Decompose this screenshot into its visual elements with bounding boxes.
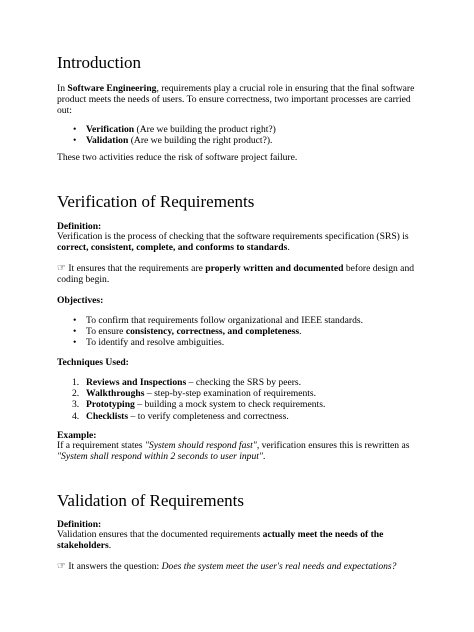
bullet-icon: •	[73, 326, 77, 338]
list-item: 2. Walkthroughs – step-by-step examination of requirements.	[72, 388, 317, 400]
validation-definition: Validation ensures that the documented requirements actually meet the needs of the stakeholders.	[57, 529, 384, 552]
pointing-hand-icon: ☞	[57, 561, 66, 572]
intro-paragraph: In Software Engineering, requirements play a crucial role in ensuring that the final software product meets the needs of users. To ensure correctness, two important processes are carried out:	[57, 83, 415, 117]
objectives-label: Objectives:	[57, 295, 104, 306]
list-item: • Validation (Are we building the right product?).	[73, 135, 273, 147]
validation-note: ☞ It answers the question: Does the system meet the user's real needs and expectations?	[57, 561, 397, 572]
list-item: • Verification (Are we building the product right?)	[73, 124, 276, 135]
bullet-icon: •	[73, 337, 77, 349]
bullet-icon: •	[73, 124, 77, 135]
list-item: • To ensure consistency, correctness, and completeness.	[73, 326, 302, 338]
intro-closing: These two activities reduce the risk of software project failure.	[57, 152, 298, 163]
list-item: 1. Reviews and Inspections – checking the SRS by peers.	[72, 377, 302, 388]
bullet-icon: •	[73, 315, 77, 326]
validation-definition-label: Definition:	[57, 519, 102, 530]
verification-definition: Verification is the process of checking that the software requirements specification (SRS) is correct, consistent, complete, and conforms to standards.	[57, 231, 409, 254]
techniques-label: Techniques Used:	[57, 357, 129, 368]
list-item: • To identify and resolve ambiguities.	[73, 337, 225, 349]
bullet-icon: •	[73, 135, 77, 147]
validation-heading: Validation of Requirements	[57, 491, 244, 510]
example-text: If a requirement states "System should respond fast", verification ensures this is rewritten as "System shall respond within 2 seconds to user input".	[57, 440, 410, 463]
verification-heading: Verification of Requirements	[57, 192, 255, 211]
verification-definition-label: Definition:	[57, 221, 102, 232]
techniques-list	[57, 377, 427, 422]
objectives-list	[57, 315, 427, 349]
intro-heading: Introduction	[57, 53, 142, 72]
pointing-hand-icon: ☞	[57, 263, 66, 274]
list-item: • To confirm that requirements follow organizational and IEEE standards.	[73, 315, 364, 326]
list-item: 4. Checklists – to verify completeness and correctness.	[72, 410, 289, 422]
verification-note: ☞ It ensures that the requirements are properly written and documented before design and coding begin.	[57, 263, 415, 286]
example-label: Example:	[57, 430, 97, 441]
list-item: 3. Prototyping – building a mock system to check requirements.	[72, 399, 326, 411]
intro-bullet-list	[57, 124, 427, 146]
